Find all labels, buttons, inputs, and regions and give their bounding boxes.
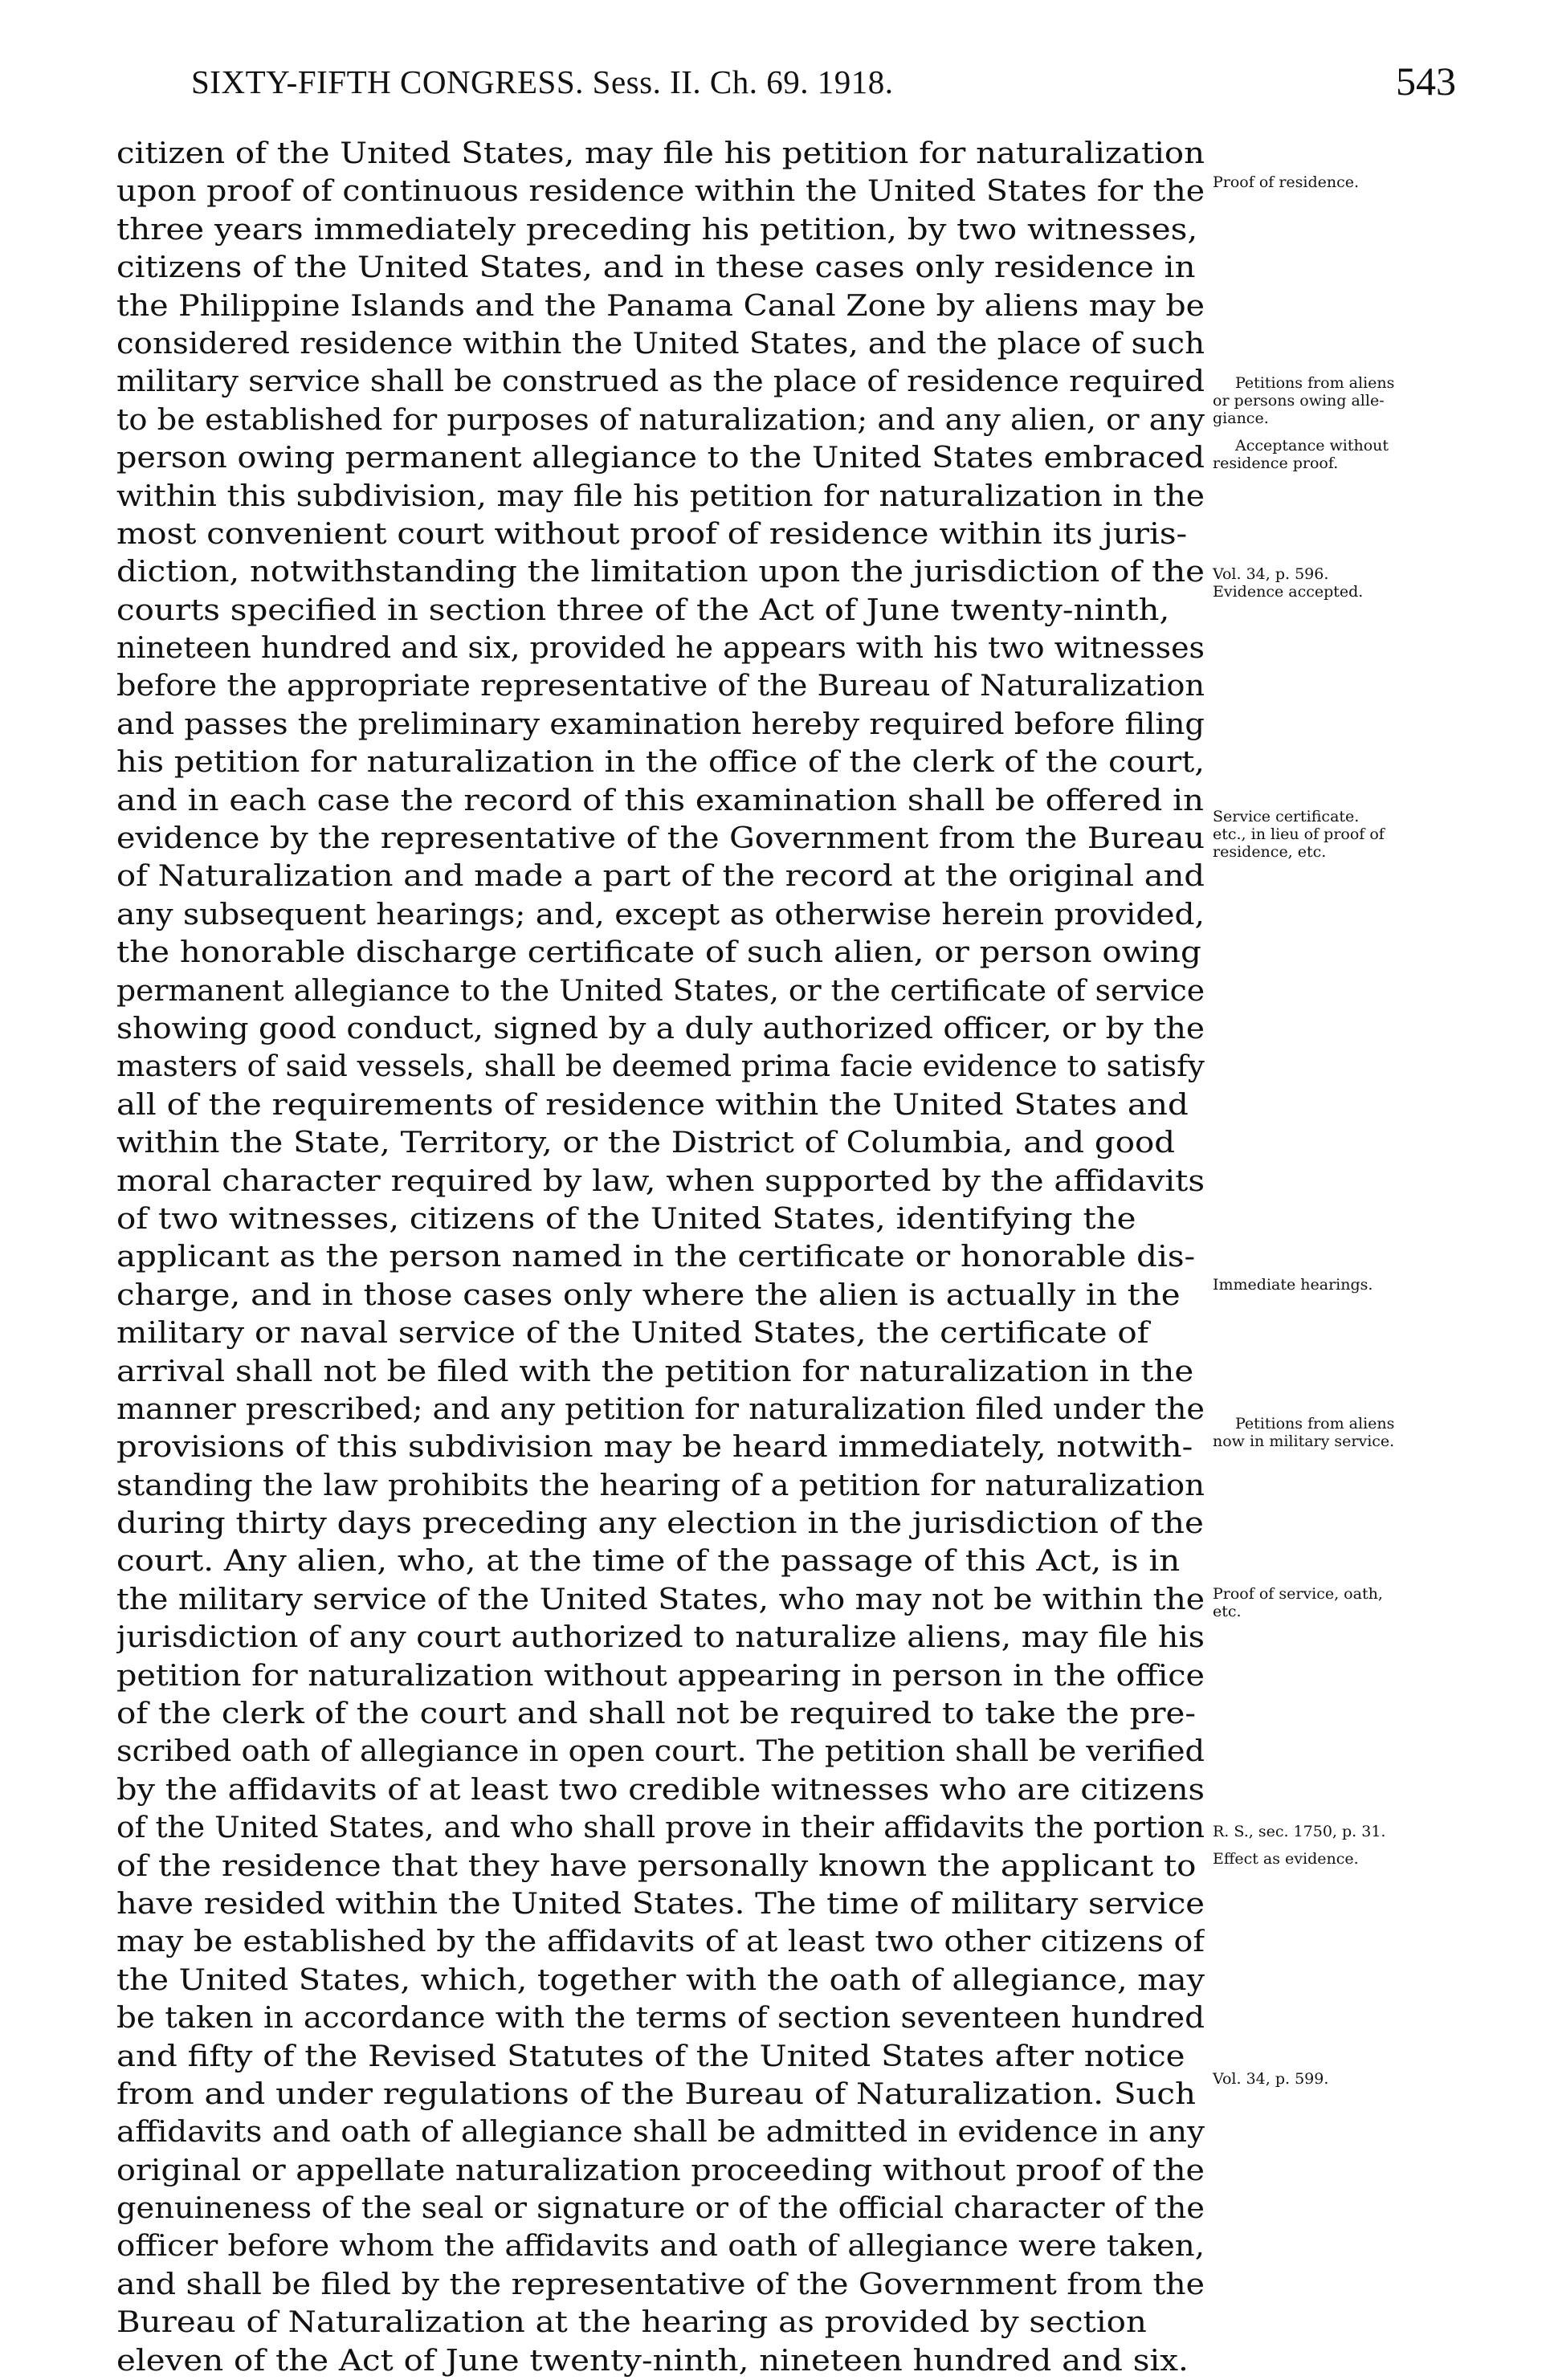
margin-note-effect-as-evidence: Effect as evidence. (1213, 1850, 1359, 1868)
statute-body-text (116, 135, 1205, 2380)
text-line: person owing permanent allegiance to the United States embraced (116, 442, 1205, 475)
margin-note-proof-of-service: Proof of service, oath, etc. (1213, 1585, 1383, 1620)
text-line: most convenient court without proof of residence within its juris- (116, 517, 1188, 551)
text-line: court. Any alien, who, at the time of the passage of this Act, is in (116, 1545, 1181, 1579)
text-line: provisions of this subdivision may be heard immediately, notwith- (116, 1431, 1193, 1465)
text-line: within this subdivision, may file his petition for naturalization in the (116, 479, 1205, 513)
text-line: the military service of the United States, who may not be within the (116, 1583, 1205, 1616)
text-line: any subsequent hearings; and, except as otherwise herein provided, (116, 898, 1205, 931)
text-line: permanent allegiance to the United States, or the certificate of service (116, 974, 1205, 1008)
text-line: petition for naturalization without appearing in person in the office (116, 1659, 1205, 1693)
running-head: SIXTY-FIFTH CONGRESS. Sess. II. Ch. 69. 1918. (191, 63, 894, 100)
margin-note-service-certificate: Service certificate. etc., in lieu of proof of residence, etc. (1213, 808, 1385, 861)
margin-note-vol34-p599: Vol. 34, p. 599. (1213, 2070, 1329, 2088)
text-line: citizen of the United States, may file his petition for naturalization (116, 137, 1205, 170)
text-line: be taken in accordance with the terms of section seventeen hundred (116, 2002, 1205, 2036)
text-line: of the United States, and who shall prove in their affidavits the portion (116, 1811, 1205, 1845)
margin-note-rs-sec1750: R. S., sec. 1750, p. 31. (1213, 1823, 1386, 1840)
text-line: military or naval service of the United States, the certificate of (116, 1317, 1149, 1351)
text-line: and passes the preliminary examination hereby required before filing (116, 707, 1205, 741)
text-line: and shall be filed by the representative of the Government from the (116, 2268, 1205, 2301)
text-line: eleven of the Act of June twenty-ninth, nineteen hundred and six. (116, 2344, 1189, 2378)
text-line: to be established for purposes of naturalization; and any alien, or any (116, 403, 1205, 437)
margin-note-vol34-p596: Vol. 34, p. 596. (1213, 565, 1329, 583)
text-line: affidavits and oath of allegiance shall be admitted in evidence in any (116, 2116, 1205, 2150)
text-line: his petition for naturalization in the office of the clerk of the court, (116, 746, 1205, 780)
text-line: during thirty days preceding any election in the jurisdiction of the (116, 1507, 1204, 1541)
text-line: manner prescribed; and any petition for naturalization filed under the (116, 1392, 1205, 1426)
text-line: considered residence within the United States, and the place of such (116, 327, 1205, 361)
text-line: from and under regulations of the Bureau of Naturalization. Such (116, 2077, 1196, 2111)
text-line: diction, notwithstanding the limitation upon the jurisdiction of the (116, 556, 1205, 589)
text-line: Bureau of Naturalization at the hearing as provided by section (116, 2306, 1147, 2340)
text-line: citizens of the United States, and in these cases only residence in (116, 251, 1196, 285)
text-line: standing the law prohibits the hearing of a petition for naturalization (116, 1469, 1205, 1502)
text-line: officer before whom the affidavits and oath of allegiance were taken, (116, 2230, 1205, 2264)
text-line: upon proof of continuous residence within the United States for the (116, 175, 1205, 209)
text-line: may be established by the affidavits of at least two other citizens of (116, 1926, 1205, 1959)
text-line: the United States, which, together with the oath of allegiance, may (116, 1963, 1205, 1997)
text-line: of the clerk of the court and shall not be required to take the pre- (116, 1697, 1197, 1731)
margin-note-evidence-accepted: Evidence accepted. (1213, 583, 1364, 601)
text-line: have resided within the United States. The time of military service (116, 1887, 1205, 1921)
text-line: three years immediately preceding his petition, by two witnesses, (116, 213, 1198, 247)
page-number: 543 (1396, 59, 1456, 104)
text-line: masters of said vessels, shall be deemed prima facie evidence to satisfy (116, 1050, 1205, 1084)
text-line: showing good conduct, signed by a duly authorized officer, or by the (116, 1012, 1205, 1045)
margin-note-petitions-military: Petitions from aliens now in military service. (1213, 1415, 1395, 1450)
text-line: of Naturalization and made a part of the record at the original and (116, 860, 1205, 894)
text-line: and in each case the record of this examination shall be offered in (116, 784, 1205, 817)
margin-note-acceptance-without-proof: Acceptance without residence proof. (1213, 437, 1389, 472)
text-line: genuineness of the seal or signature or of the official character of the (116, 2192, 1205, 2226)
text-line: within the State, Territory, or the District of Columbia, and good (116, 1127, 1176, 1160)
margin-note-proof-of-residence: Proof of residence. (1213, 173, 1360, 191)
text-line: before the appropriate representative of the Bureau of Naturalization (116, 670, 1205, 703)
text-line: applicant as the person named in the certificate or honorable dis- (116, 1241, 1196, 1274)
text-line: the honorable discharge certificate of such alien, or person owing (116, 936, 1201, 970)
margin-note-petitions-allegiance: Petitions from aliens or persons owing alle- giance. (1213, 374, 1395, 427)
text-line: of two witnesses, citizens of the United States, identifying the (116, 1202, 1136, 1236)
text-line: evidence by the representative of the Government from the Bureau (116, 822, 1205, 856)
text-line: moral character required by law, when supported by the affidavits (116, 1164, 1205, 1198)
text-line: by the affidavits of at least two credible witnesses who are citizens (116, 1773, 1205, 1807)
text-line: all of the requirements of residence within the United States and (116, 1088, 1189, 1122)
text-line: military service shall be construed as the place of residence required (116, 365, 1205, 399)
text-line: of the residence that they have personally known the applicant to (116, 1849, 1197, 1883)
text-line: the Philippine Islands and the Panama Canal Zone by aliens may be (116, 289, 1205, 323)
text-line: original or appellate naturalization proceeding without proof of the (116, 2154, 1205, 2187)
text-line: charge, and in those cases only where the alien is actually in the (116, 1278, 1181, 1312)
text-line: and fifty of the Revised Statutes of the United States after notice (116, 2040, 1185, 2073)
margin-notes (1213, 0, 1454, 2233)
text-line: arrival shall not be filed with the petition for naturalization in the (116, 1355, 1194, 1388)
margin-note-immediate-hearings: Immediate hearings. (1213, 1276, 1373, 1294)
text-line: courts specified in section three of the Act of June twenty-ninth, (116, 593, 1170, 627)
text-line: nineteen hundred and six, provided he appears with his two witnesses (116, 632, 1205, 666)
text-line: scribed oath of allegiance in open court. The petition shall be verified (116, 1735, 1205, 1769)
text-line: jurisdiction of any court authorized to naturalize aliens, may file his (116, 1621, 1205, 1655)
